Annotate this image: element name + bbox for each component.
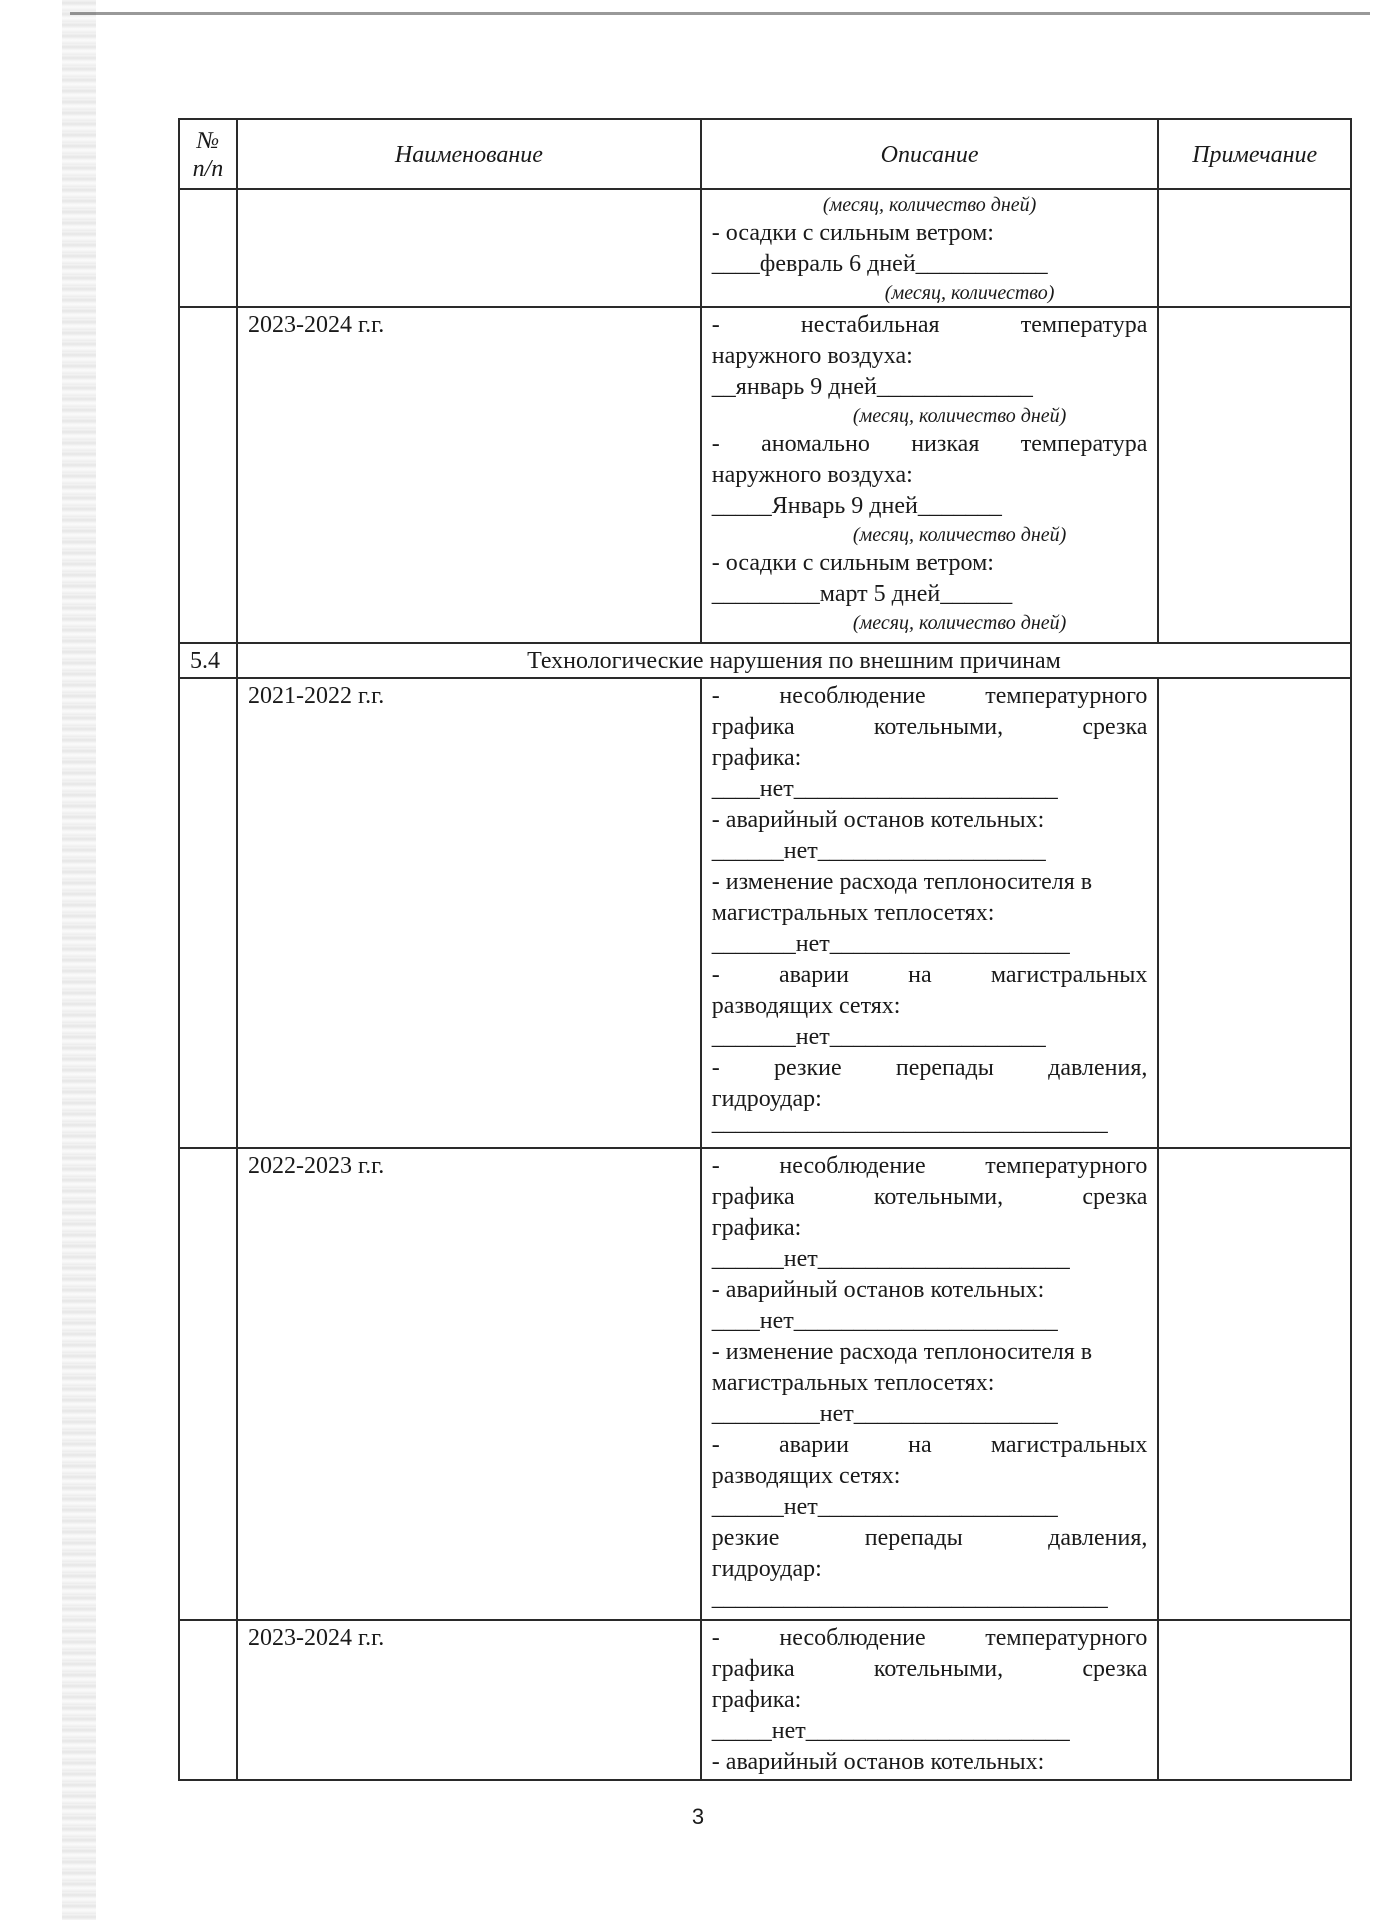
cell-name [237, 189, 701, 307]
cell-name: 2021-2022 г.г. [237, 678, 701, 1148]
cell-description: - нестабильная температура наружного воздуха: __январь 9 дней_____________ (месяц, количество дней) - аномально низкая температура наружного воздуха: _____Январь 9 дней_______ (месяц, количество дней) - осадки с сильным ветром: _________март 5 дней______ (месяц, количество дней) [701, 307, 1159, 643]
cell-description: - несоблюдение температурного графика котельными, срезка графика: _____нет______________________ - аварийный останов котельных: [701, 1620, 1159, 1780]
table-row [179, 1620, 1351, 1780]
scan-shadow [62, 0, 96, 1920]
table-row [179, 1148, 1351, 1620]
section-number: 5.4 [179, 643, 237, 678]
page-number: 3 [691, 1804, 705, 1829]
cell-number [179, 1620, 237, 1780]
cell-description: - несоблюдение температурного графика котельными, срезка графика: ______нет_____________________ - аварийный останов котельных: ____нет______________________ - изменение расхода теплоносителя в магистральных теплосетях: _________нет_________________ - аварии на магистральных разводящих сетях: ______нет____________________ резкие перепады давления, гидроудар: _________________________________ [701, 1148, 1159, 1620]
cell-description: - несоблюдение температурного графика котельными, срезка графика: ____нет______________________ - аварийный останов котельных: ______нет___________________ - изменение расхода теплоносителя в магистральных теплосетях: _______нет____________________ - аварии на магистральных разводящих сетях: _______нет__________________ - резкие перепады давления, гидроудар: _________________________________ [701, 678, 1159, 1148]
cell-number [179, 678, 237, 1148]
cell-note [1158, 189, 1351, 307]
cell-description: (месяц, количество дней) - осадки с сильным ветром: ____февраль 6 дней___________ (месяц, количество) [701, 189, 1159, 307]
header-note: Примечание [1158, 119, 1351, 189]
cell-note [1158, 678, 1351, 1148]
document-table [178, 118, 1352, 1781]
header-number: № п/п [179, 119, 237, 189]
cell-name: 2022-2023 г.г. [237, 1148, 701, 1620]
table-row [179, 307, 1351, 643]
header-name: Наименование [237, 119, 701, 189]
cell-number [179, 1148, 237, 1620]
table-header-row [179, 119, 1351, 189]
cell-name: 2023-2024 г.г. [237, 307, 701, 643]
cell-note [1158, 1620, 1351, 1780]
cell-note [1158, 307, 1351, 643]
table-row [179, 678, 1351, 1148]
scan-top-edge [70, 12, 1370, 15]
table-row [179, 189, 1351, 307]
cell-number [179, 189, 237, 307]
cell-number [179, 307, 237, 643]
section-row [179, 643, 1351, 678]
cell-name: 2023-2024 г.г. [237, 1620, 701, 1780]
section-title: Технологические нарушения по внешним причинам [237, 643, 1351, 678]
header-description: Описание [701, 119, 1159, 189]
cell-note [1158, 1148, 1351, 1620]
